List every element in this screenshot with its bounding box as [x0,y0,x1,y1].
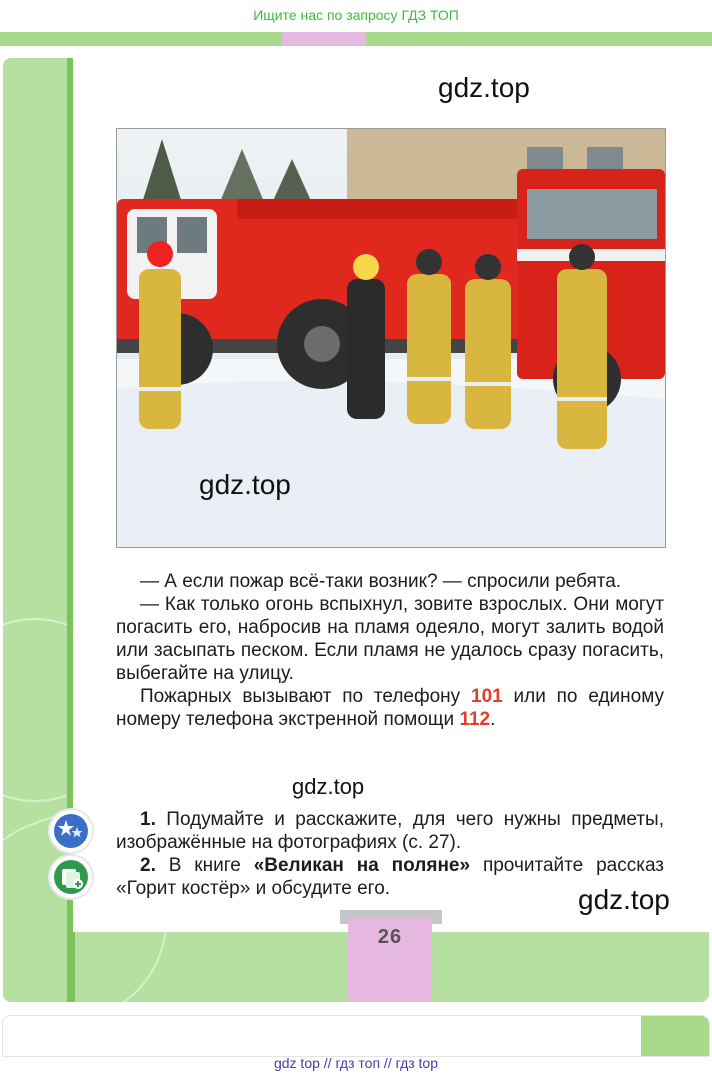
phone-112: 112 [459,709,491,730]
watermark: gdz.top [578,884,670,915]
stars-icon-glyph [54,814,88,848]
story-paragraph-phones [116,685,664,731]
text-span: Пожарных вызывают по телефону [140,686,471,707]
watermark: gdz.top [199,469,291,500]
stars-icon[interactable] [50,810,92,852]
text-span: . [490,709,496,730]
story-paragraph: — А если пожар всё-таки возник? — спросили ребята. [140,571,622,592]
story-paragraph: — Как только огонь вспыхнул, зовите взрослых. Они могут погасить его, набросив на пламя одеяло, могут залить водой или засыпать песком. Если пламя не удалось сразу погасить, выбегайте на улицу. [116,594,664,684]
footer-links[interactable]: gdz top // гдз топ // гдз top [273,1055,439,1071]
task-text: Подумайте и расскажите, для чего нужны предметы, изображённые на фотографиях (с. 27). [116,809,664,853]
library-icon-glyph [54,860,88,894]
watermark: gdz.top [438,72,530,103]
task-1 [116,808,664,854]
top-banner[interactable]: Ищите нас по запросу ГДЗ ТОП [0,0,712,32]
watermark: gdz.top [292,774,365,799]
next-page-edge [3,1016,709,1056]
task-number: 1. [140,809,156,830]
task-text: прочитайте рассказ «Горит костёр» и обсудите его. [116,855,665,899]
library-icon[interactable] [50,856,92,898]
text-span: или по единому номеру телефона экстренной помощи [116,686,664,730]
firefighters-photo [116,128,666,548]
story-text [116,570,664,731]
task-text: В книге [155,855,254,876]
next-page-green [641,1016,709,1056]
book-title: «Великан на поляне» [253,855,471,876]
task-number: 2. [140,855,156,876]
phone-101: 101 [471,686,503,707]
page-number: 26 [377,926,403,948]
top-page-tab [282,32,366,46]
top-page-edge [0,32,712,46]
